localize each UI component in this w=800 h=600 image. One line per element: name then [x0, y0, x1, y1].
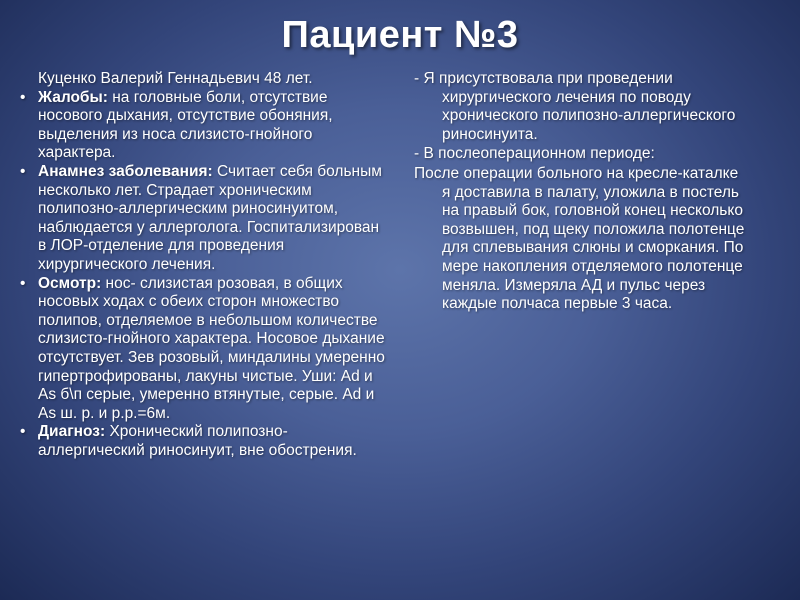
examination-text: нос- слизистая розовая, в общих носовых ходах с обеих сторон множество полипов, отделяемое в небольшом количестве слизисто-гнойного характера. Носовое дыхание отсутствует. Зев розовый, миндалины умеренно гипертрофированы, лакуны чистые. Уши: Ad и As б\п серые, умеренно втянутые, серые. Ad и As ш. р. и р.р.=6м.	[38, 274, 385, 422]
anamnesis-item	[18, 163, 390, 275]
examination-label: Осмотр:	[38, 274, 102, 292]
complaints-label: Жалобы:	[38, 88, 108, 106]
postop-care-note: После операции больного на кресле-каталке я доставила в палату, уложила в постель на правый бок, головной конец несколько возвышен, под щеку положила полотенце для сплевывания слюны и сморкания. По мере накопления отделяемого полотенце меняла. Измеряла АД и пульс через каждые полчаса первые 3 часа.	[414, 164, 745, 313]
complaints-item	[18, 89, 390, 163]
surgery-presence-note: - Я присутствовала при проведении хирургического лечения по поводу хронического полипозно-аллергического риносинуита.	[414, 70, 736, 143]
anamnesis-text: Считает себя больным несколько лет. Страдает хроническим полипозно-аллергическим риносинуитом, наблюдается у аллерголога. Госпитализирован в ЛОР-отделение для проведения хирургического лечения.	[38, 162, 382, 273]
diagnosis-item	[18, 423, 390, 460]
patient-name: Куценко Валерий Геннадьевич 48 лет.	[38, 70, 313, 87]
anamnesis-label: Анамнез заболевания:	[38, 162, 213, 180]
slide-title: Пациент №3	[281, 14, 519, 56]
postop-period-heading: - В послеоперационном периоде:	[414, 145, 655, 163]
diagnosis-text: Хронический полипозно-аллергический риносинуит, вне обострения.	[38, 423, 357, 459]
examination-item	[18, 275, 390, 424]
diagnosis-label: Диагноз:	[38, 423, 106, 441]
complaints-text: на головные боли, отсутствие носового дыхания, отсутствие обоняния, выделения из носа слизисто-гнойного характера.	[38, 88, 333, 162]
nursing-notes-column	[414, 70, 750, 315]
patient-info-column	[18, 70, 390, 460]
